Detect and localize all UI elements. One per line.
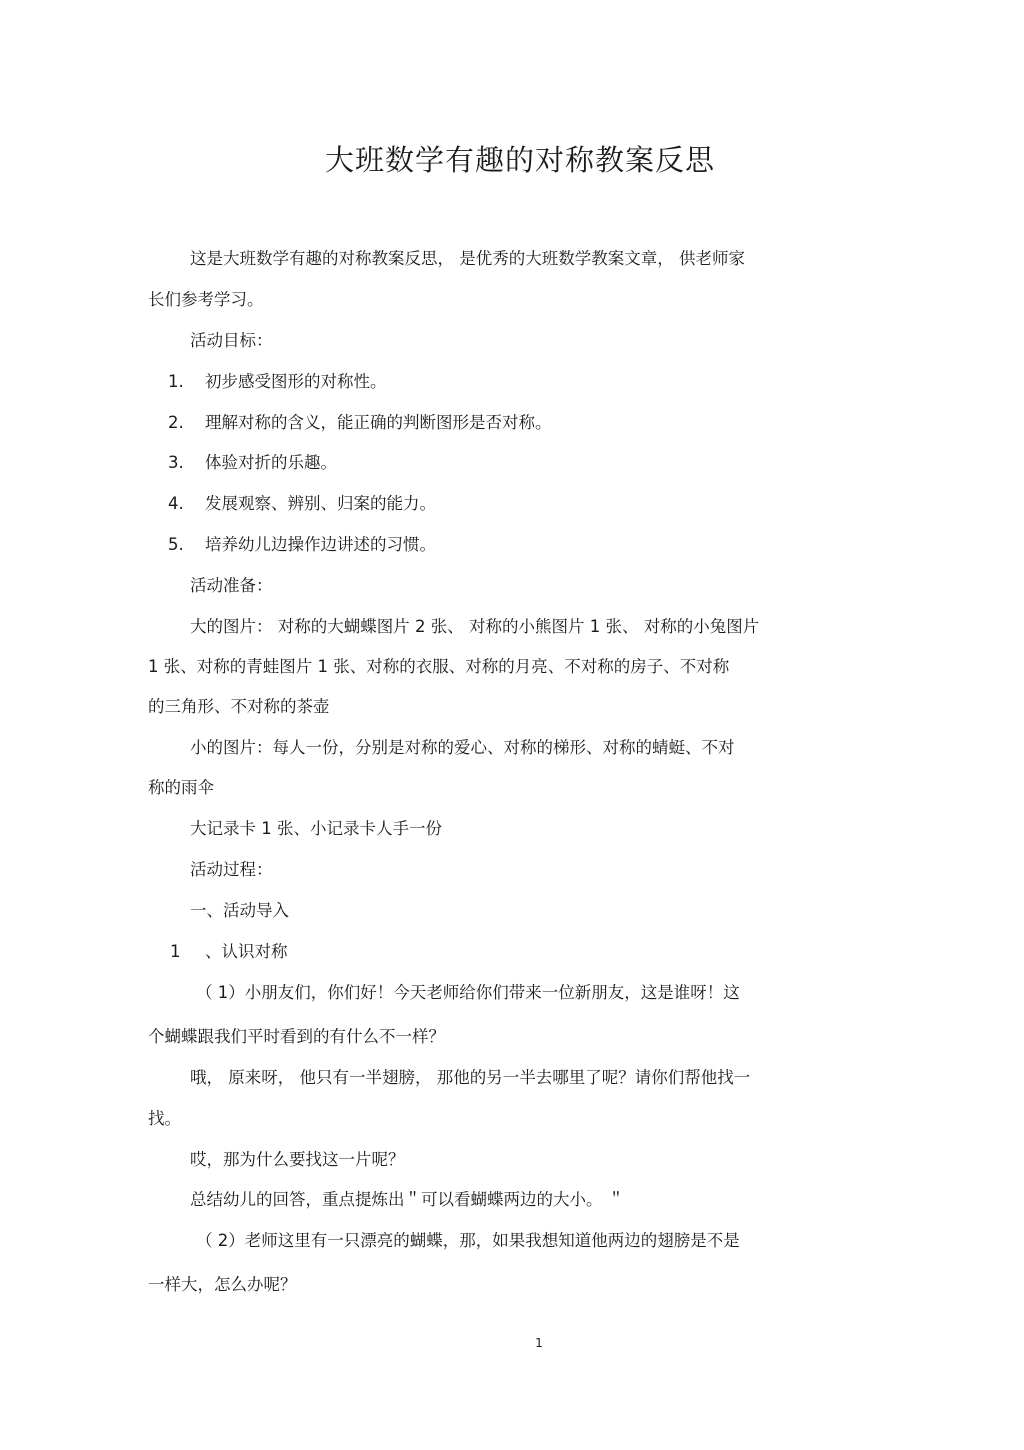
document-title: 大班数学有趣的对称教案反思 (324, 143, 715, 177)
goals-heading: 活动目标： (190, 331, 273, 350)
goal-number: 4. (168, 494, 184, 513)
page-number: 1 (535, 1336, 543, 1350)
goal-number: 3. (168, 453, 184, 472)
para2-line-2: 找。 (148, 1109, 181, 1128)
para3: 哎，那为什么要找这一片呢？ (190, 1150, 405, 1169)
subsection-number: 1 (170, 942, 181, 961)
goal-text: 理解对称的含义，能正确的判断图形是否对称。 (205, 413, 552, 432)
intro-line-2: 长们参考学习。 (148, 290, 264, 309)
prep-big-line-2: 1 张、对称的青蛙图片 1 张、对称的衣服、对称的月亮、不对称的房子、不对称 (148, 657, 730, 676)
para5-line-1: （ 2）老师这里有一只漂亮的蝴蝶，那，如果我想知道他两边的翅膀是不是 (196, 1231, 740, 1250)
prep-small-line-2: 称的雨伞 (148, 778, 214, 797)
intro-line-1: 这是大班数学有趣的对称教案反思， 是优秀的大班数学教案文章， 供老师家 (190, 249, 745, 268)
prep-heading: 活动准备： (190, 576, 273, 595)
goal-text: 初步感受图形的对称性。 (205, 372, 387, 391)
goal-text: 培养幼儿边操作边讲述的习惯。 (205, 535, 436, 554)
para5-line-2: 一样大，怎么办呢？ (148, 1275, 297, 1294)
goal-text: 发展观察、辨别、归案的能力。 (205, 494, 436, 513)
section-heading: 一、活动导入 (190, 901, 289, 920)
para1-line-1: （ 1）小朋友们，你们好！今天老师给你们带来一位新朋友，这是谁呀！这 (196, 983, 740, 1002)
goal-number: 5. (168, 535, 184, 554)
goal-number: 1. (168, 372, 184, 391)
para2-line-1: 哦， 原来呀， 他只有一半翅膀， 那他的另一半去哪里了呢？请你们帮他找一 (190, 1068, 751, 1087)
prep-big-line-1: 大的图片： 对称的大蝴蝶图片 2 张、 对称的小熊图片 1 张、 对称的小兔图片 (190, 617, 760, 636)
subsection-title: 、认识对称 (205, 942, 288, 961)
prep-small-line-1: 小的图片：每人一份，分别是对称的爱心、对称的梯形、对称的蜻蜓、不对 (190, 738, 735, 757)
prep-card: 大记录卡 1 张、小记录卡人手一份 (190, 819, 442, 838)
goal-number: 2. (168, 413, 184, 432)
prep-big-line-3: 的三角形、不对称的茶壶 (148, 697, 330, 716)
goal-text: 体验对折的乐趣。 (205, 453, 337, 472)
process-heading: 活动过程： (190, 860, 273, 879)
para1-line-2: 个蝴蝶跟我们平时看到的有什么不一样？ (148, 1027, 445, 1046)
para4: 总结幼儿的回答，重点提炼出＂可以看蝴蝶两边的大小。 ＂ (190, 1190, 625, 1209)
